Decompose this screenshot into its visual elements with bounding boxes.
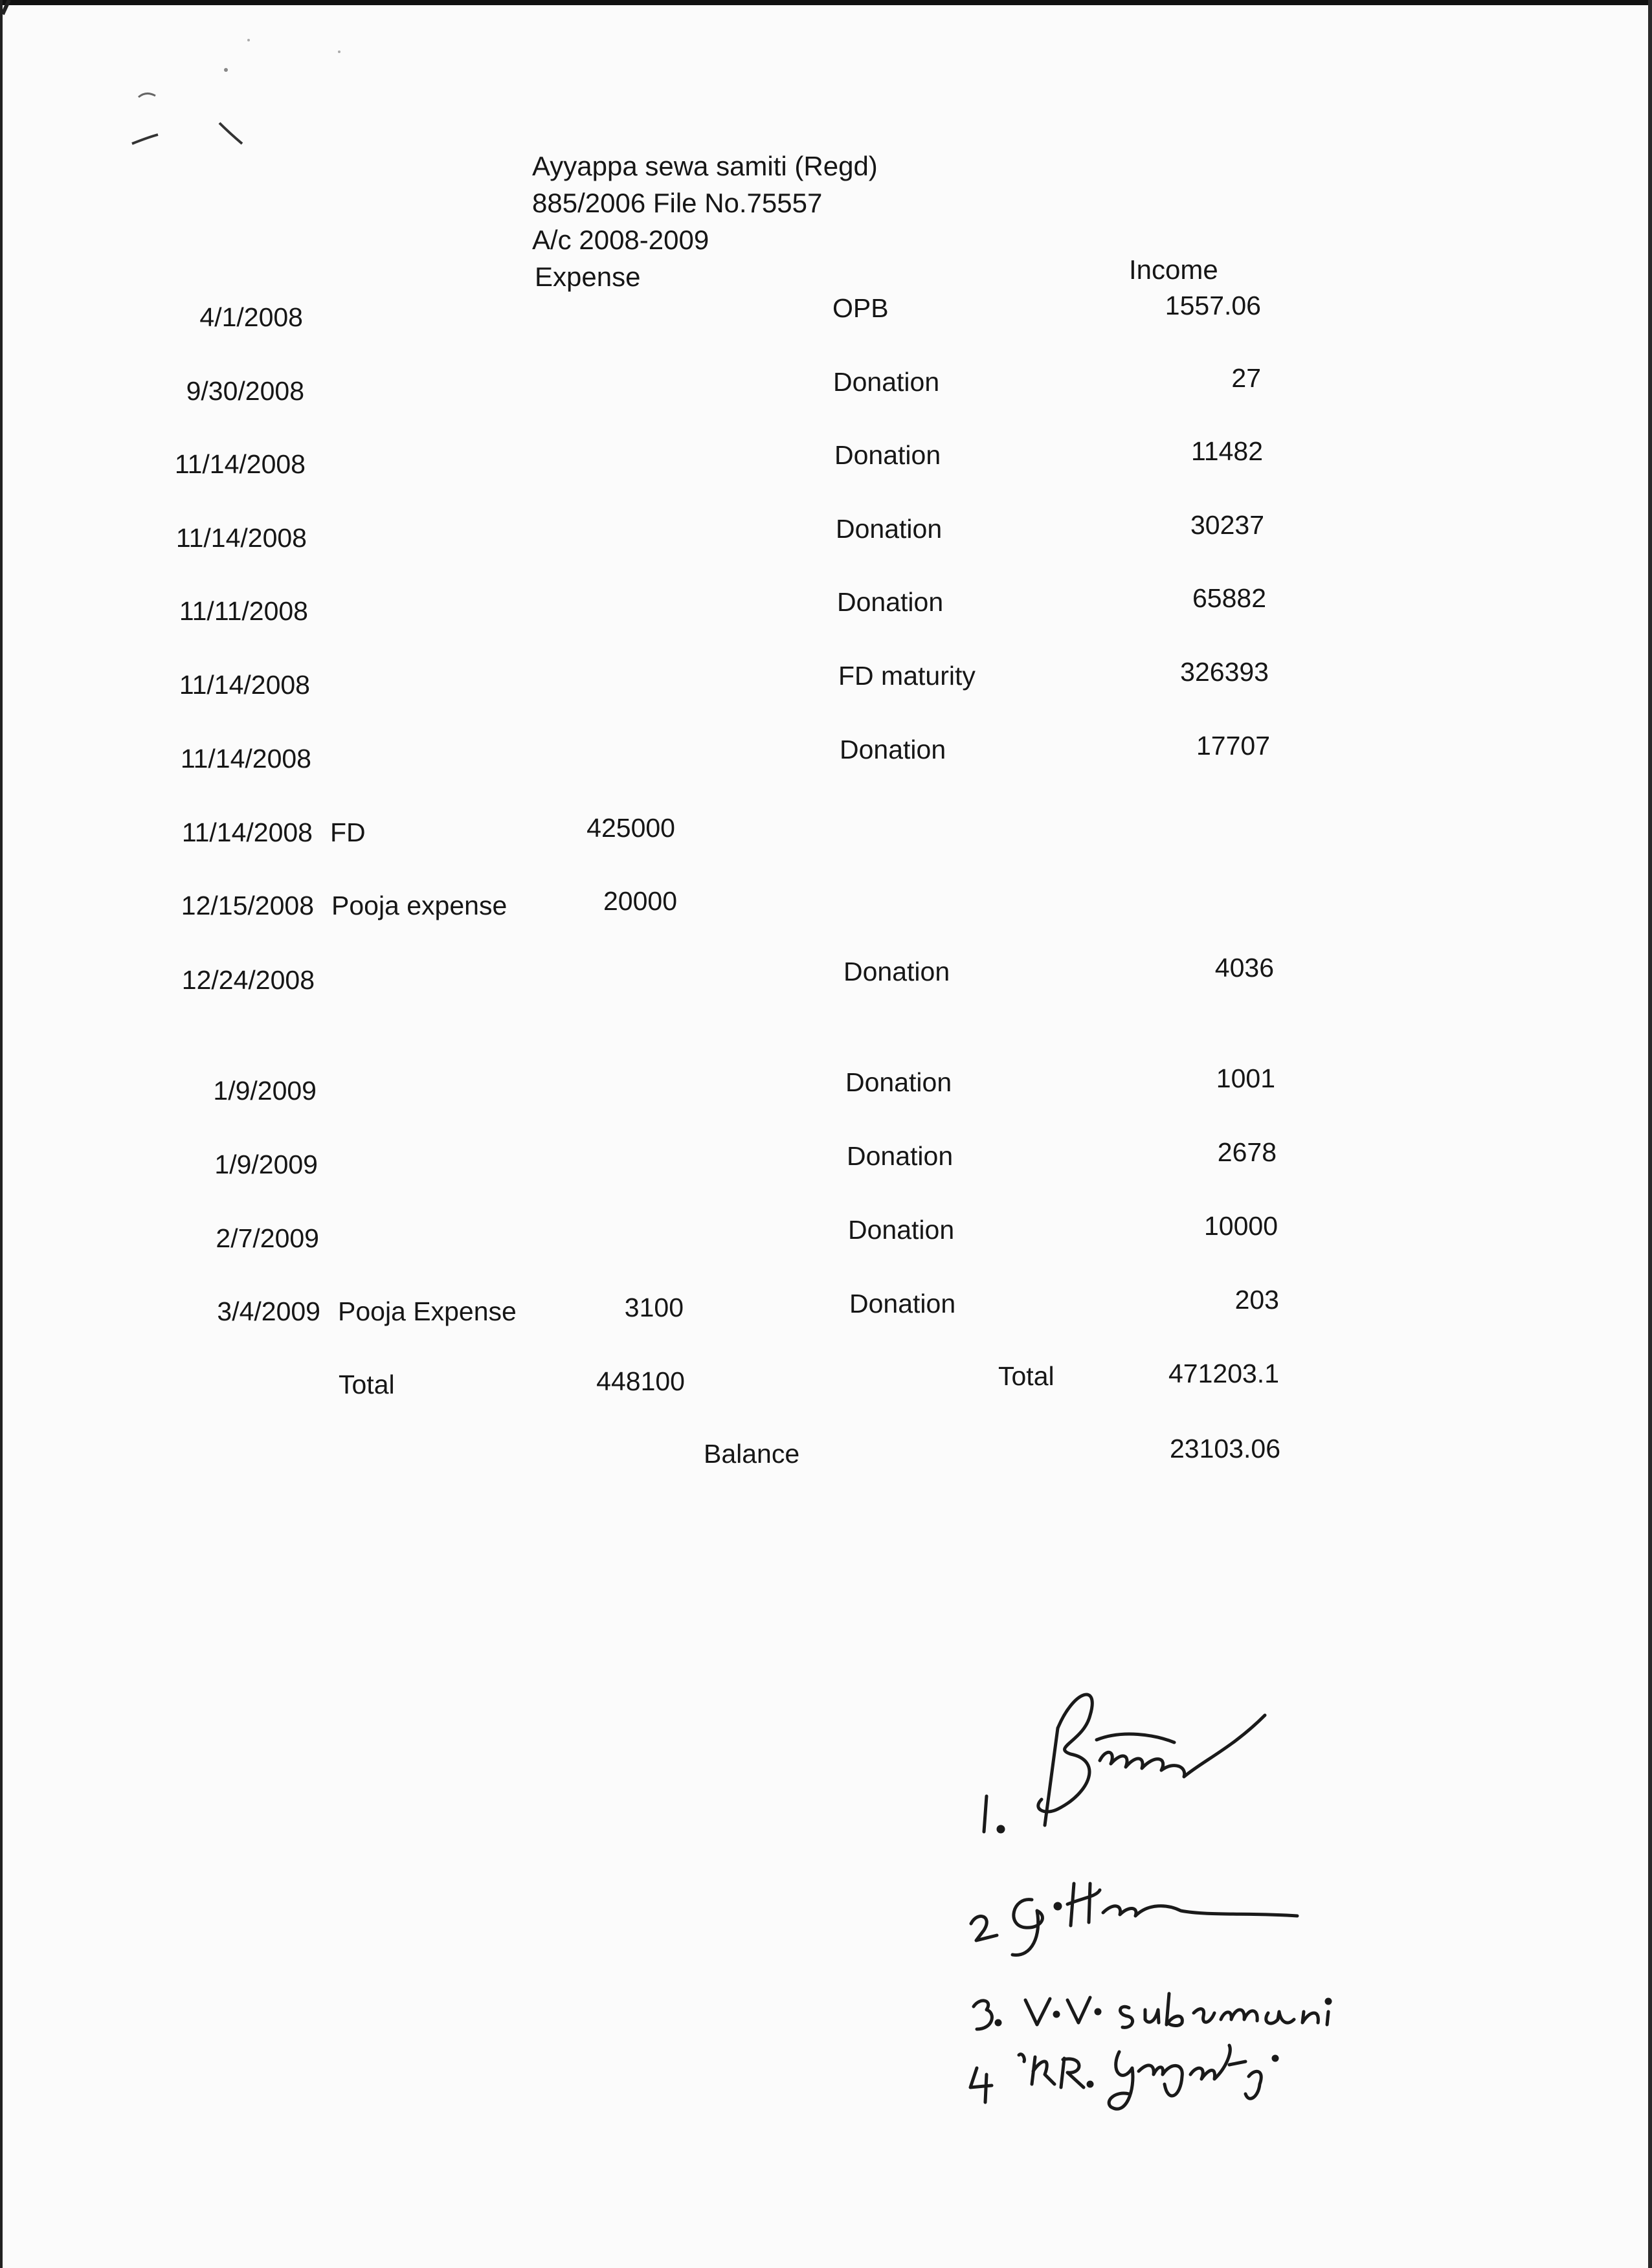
row-income-amount: 11482 bbox=[1191, 436, 1263, 466]
balance-label: Balance bbox=[704, 1439, 800, 1469]
row-expense-desc: Pooja expense bbox=[331, 891, 508, 920]
row-income-desc: Donation bbox=[847, 1141, 954, 1171]
registration-line: 885/2006 File No.75557 bbox=[532, 188, 823, 218]
signature-3 bbox=[974, 1994, 1330, 2029]
org-name: Ayyappa sewa samiti (Regd) bbox=[532, 151, 878, 181]
row-date: 1/9/2009 bbox=[214, 1150, 318, 1179]
row-date: 1/9/2009 bbox=[213, 1076, 317, 1106]
row-income-desc: Donation bbox=[837, 587, 944, 617]
row-expense-desc: Pooja Expense bbox=[338, 1296, 517, 1326]
income-total-label: Total bbox=[998, 1361, 1055, 1391]
row-income-desc: Donation bbox=[848, 1215, 955, 1245]
row-expense-amount: 425000 bbox=[586, 813, 675, 843]
income-total-value: 471203.1 bbox=[1168, 1359, 1279, 1388]
row-income-amount: 203 bbox=[1234, 1285, 1279, 1315]
expense-total-value: 448100 bbox=[596, 1366, 685, 1396]
row-income-desc: Donation bbox=[833, 367, 940, 397]
row-income-desc: Donation bbox=[843, 957, 950, 986]
row-date: 11/14/2008 bbox=[179, 670, 310, 700]
row-date: 11/14/2008 bbox=[181, 817, 313, 847]
row-date: 11/14/2008 bbox=[175, 523, 307, 553]
row-income-amount: 2678 bbox=[1217, 1137, 1277, 1167]
row-income-desc: Donation bbox=[849, 1289, 956, 1318]
signature-1 bbox=[984, 1695, 1265, 1832]
balance-value: 23103.06 bbox=[1169, 1434, 1280, 1463]
row-date: 12/15/2008 bbox=[181, 891, 314, 920]
row-date: 12/24/2008 bbox=[181, 965, 315, 995]
row-date: 3/4/2009 bbox=[217, 1296, 320, 1326]
row-income-amount: 17707 bbox=[1196, 731, 1270, 761]
row-income-amount: 1001 bbox=[1216, 1063, 1275, 1093]
row-income-amount: 27 bbox=[1231, 363, 1261, 393]
row-income-amount: 30237 bbox=[1190, 510, 1264, 540]
row-income-desc: OPB bbox=[832, 293, 889, 323]
row-income-amount: 4036 bbox=[1214, 953, 1274, 983]
row-expense-amount: 20000 bbox=[603, 886, 677, 916]
row-date: 11/14/2008 bbox=[180, 744, 311, 773]
row-income-desc: Donation bbox=[845, 1067, 952, 1097]
signatures-block bbox=[961, 1670, 1491, 2136]
row-income-amount: 65882 bbox=[1192, 583, 1266, 613]
row-income-desc: Donation bbox=[840, 735, 946, 764]
row-income-amount: 326393 bbox=[1180, 657, 1269, 687]
account-year: A/c 2008-2009 bbox=[532, 225, 709, 255]
income-heading: Income bbox=[1129, 254, 1218, 285]
row-date: 4/1/2008 bbox=[199, 302, 303, 332]
row-income-desc: Donation bbox=[836, 514, 943, 544]
row-date: 11/11/2008 bbox=[179, 596, 308, 626]
row-income-desc: FD maturity bbox=[838, 661, 976, 691]
row-date: 2/7/2009 bbox=[216, 1223, 319, 1253]
row-income-amount: 1557.06 bbox=[1165, 291, 1261, 320]
row-expense-desc: FD bbox=[330, 817, 366, 847]
signature-2 bbox=[971, 1884, 1297, 1955]
row-income-amount: 10000 bbox=[1203, 1211, 1278, 1241]
row-date: 9/30/2008 bbox=[186, 376, 304, 406]
signature-4 bbox=[970, 2045, 1277, 2109]
row-expense-amount: 3100 bbox=[624, 1293, 684, 1322]
row-date: 11/14/2008 bbox=[174, 449, 306, 479]
row-income-desc: Donation bbox=[834, 440, 941, 470]
expense-total-label: Total bbox=[339, 1370, 395, 1399]
expense-heading: Expense bbox=[535, 261, 641, 292]
